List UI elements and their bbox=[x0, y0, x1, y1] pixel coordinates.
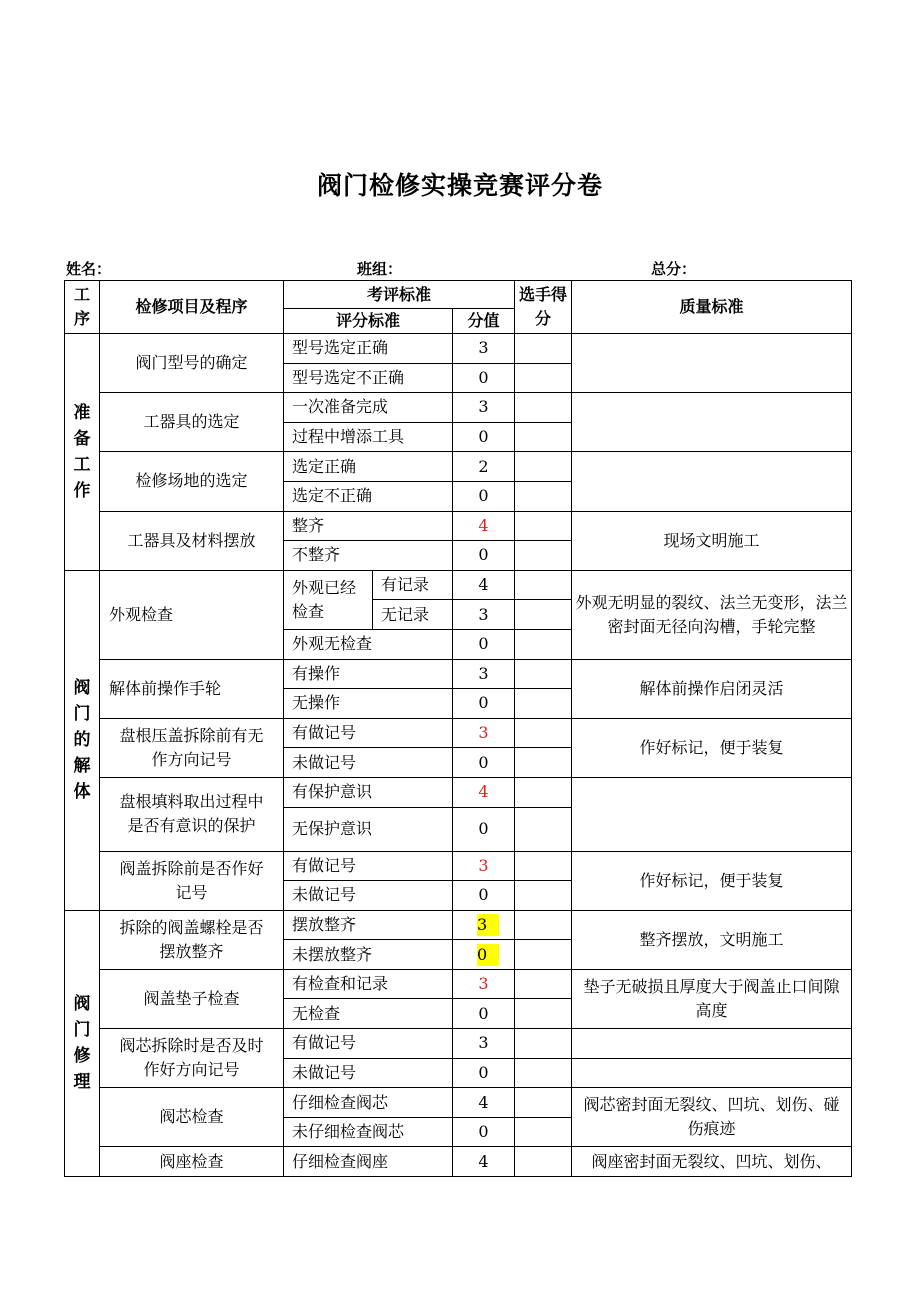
criteria-cell: 有做记号 bbox=[284, 718, 453, 748]
score-cell: 3 bbox=[453, 393, 515, 423]
criteria-cell: 未仔细检查阀芯 bbox=[284, 1117, 453, 1147]
score-cell: 0 bbox=[453, 629, 515, 659]
criteria-cell: 整齐 bbox=[284, 511, 453, 541]
player-score-input[interactable] bbox=[515, 570, 572, 600]
item-cell: 工器具及材料摆放 bbox=[100, 511, 284, 570]
item-cell: 工器具的选定 bbox=[100, 393, 284, 452]
total-label: 总分： bbox=[651, 260, 697, 278]
score-cell: 0 bbox=[453, 541, 515, 571]
quality-cell: 阀芯密封面无裂纹、凹坑、划伤、碰伤痕迹 bbox=[572, 1088, 852, 1147]
criteria-cell: 型号选定不正确 bbox=[284, 363, 453, 393]
group-label: 班组： bbox=[357, 260, 403, 278]
section-repair: 阀门修理 bbox=[65, 910, 100, 1176]
player-score-input[interactable] bbox=[515, 452, 572, 482]
player-score-input[interactable] bbox=[515, 807, 572, 851]
score-table bbox=[64, 280, 852, 1177]
header-player-score: 选手得分 bbox=[515, 281, 572, 334]
quality-cell bbox=[572, 1029, 852, 1059]
header-criteria: 评分标准 bbox=[284, 309, 453, 334]
score-cell: 3 bbox=[453, 718, 515, 748]
quality-cell: 解体前操作启闭灵活 bbox=[572, 659, 852, 718]
criteria-cell: 无操作 bbox=[284, 689, 453, 719]
table-row bbox=[65, 1147, 852, 1177]
highlighted-score: 0 bbox=[477, 944, 499, 966]
item-cell: 阀盖拆除前是否作好记号 bbox=[100, 851, 284, 910]
player-score-input[interactable] bbox=[515, 600, 572, 630]
criteria-cell: 外观无检查 bbox=[284, 629, 453, 659]
name-label: 姓名： bbox=[66, 260, 112, 278]
criteria-cell: 未做记号 bbox=[284, 748, 453, 778]
quality-cell: 现场文明施工 bbox=[572, 511, 852, 570]
player-score-input[interactable] bbox=[515, 881, 572, 911]
criteria-cell: 摆放整齐 bbox=[284, 910, 453, 940]
score-cell: 3 bbox=[453, 851, 515, 881]
table-row bbox=[65, 718, 852, 748]
criteria-cell: 选定正确 bbox=[284, 452, 453, 482]
criteria-cell: 未做记号 bbox=[284, 1058, 453, 1088]
criteria-cell: 有保护意识 bbox=[284, 777, 453, 807]
player-score-input[interactable] bbox=[515, 999, 572, 1029]
item-cell: 阀座检查 bbox=[100, 1147, 284, 1177]
score-cell bbox=[453, 940, 515, 970]
item-cell: 盘根填料取出过程中是否有意识的保护 bbox=[100, 777, 284, 851]
quality-cell: 阀座密封面无裂纹、凹坑、划伤、 bbox=[572, 1147, 852, 1177]
criteria-cell: 一次准备完成 bbox=[284, 393, 453, 423]
criteria-cell: 无检查 bbox=[284, 999, 453, 1029]
player-score-input[interactable] bbox=[515, 777, 572, 807]
score-cell: 3 bbox=[453, 969, 515, 999]
player-score-input[interactable] bbox=[515, 689, 572, 719]
table-row bbox=[65, 851, 852, 881]
item-cell: 阀芯拆除时是否及时作好方向记号 bbox=[100, 1029, 284, 1088]
score-cell: 3 bbox=[453, 1029, 515, 1059]
item-cell: 检修场地的选定 bbox=[100, 452, 284, 511]
player-score-input[interactable] bbox=[515, 718, 572, 748]
item-cell: 拆除的阀盖螺栓是否摆放整齐 bbox=[100, 910, 284, 969]
criteria-cell: 无保护意识 bbox=[284, 807, 453, 851]
score-cell: 0 bbox=[453, 422, 515, 452]
score-cell: 0 bbox=[453, 363, 515, 393]
section-disassembly: 阀门的解体 bbox=[65, 570, 100, 910]
score-cell: 4 bbox=[453, 1088, 515, 1118]
criteria-cell: 无记录 bbox=[373, 600, 453, 630]
quality-cell bbox=[572, 452, 852, 511]
score-cell: 4 bbox=[453, 570, 515, 600]
quality-cell: 垫子无破损且厚度大于阀盖止口间隙高度 bbox=[572, 969, 852, 1028]
player-score-input[interactable] bbox=[515, 1147, 572, 1177]
quality-cell-empty bbox=[572, 1058, 852, 1088]
header-row-1 bbox=[65, 281, 852, 309]
score-cell: 0 bbox=[453, 748, 515, 778]
table-row bbox=[65, 570, 852, 600]
score-cell: 0 bbox=[453, 1058, 515, 1088]
player-score-input[interactable] bbox=[515, 629, 572, 659]
player-score-input[interactable] bbox=[515, 940, 572, 970]
player-score-input[interactable] bbox=[515, 393, 572, 423]
table-row bbox=[65, 393, 852, 423]
player-score-input[interactable] bbox=[515, 748, 572, 778]
score-cell: 0 bbox=[453, 689, 515, 719]
score-cell: 0 bbox=[453, 881, 515, 911]
table-row bbox=[65, 452, 852, 482]
criteria-cell: 未做记号 bbox=[284, 881, 453, 911]
criteria-cell: 有做记号 bbox=[284, 1029, 453, 1059]
player-score-input[interactable] bbox=[515, 334, 572, 364]
table-row bbox=[65, 1029, 852, 1059]
table-row bbox=[65, 910, 852, 940]
header-score: 分值 bbox=[453, 309, 515, 334]
score-cell: 4 bbox=[453, 1147, 515, 1177]
score-cell: 3 bbox=[453, 600, 515, 630]
item-cell: 阀门型号的确定 bbox=[100, 334, 284, 393]
criteria-cell: 仔细检查阀芯 bbox=[284, 1088, 453, 1118]
player-score-input[interactable] bbox=[515, 363, 572, 393]
quality-cell: 整齐摆放，文明施工 bbox=[572, 910, 852, 969]
score-cell: 0 bbox=[453, 1117, 515, 1147]
header-quality: 质量标准 bbox=[572, 281, 852, 334]
score-cell: 3 bbox=[453, 659, 515, 689]
table-row bbox=[65, 334, 852, 364]
player-score-input[interactable] bbox=[515, 1117, 572, 1147]
header-standard: 考评标准 bbox=[284, 281, 515, 309]
item-cell: 盘根压盖拆除前有无作方向记号 bbox=[100, 718, 284, 777]
criteria-cell: 有操作 bbox=[284, 659, 453, 689]
quality-cell: 作好标记，便于装复 bbox=[572, 851, 852, 910]
score-cell: 4 bbox=[453, 511, 515, 541]
criteria-sub-cell: 外观已经检查 bbox=[284, 570, 373, 629]
table-row bbox=[65, 511, 852, 541]
item-cell: 外观检查 bbox=[100, 570, 284, 659]
table-row bbox=[65, 969, 852, 999]
quality-cell: 作好标记，便于装复 bbox=[572, 718, 852, 777]
criteria-cell: 有记录 bbox=[373, 570, 453, 600]
player-score-input[interactable] bbox=[515, 1029, 572, 1059]
quality-cell bbox=[572, 777, 852, 851]
quality-cell: 外观无明显的裂纹、法兰无变形，法兰密封面无径向沟槽，手轮完整 bbox=[572, 570, 852, 659]
item-cell: 阀芯检查 bbox=[100, 1088, 284, 1147]
criteria-cell: 未摆放整齐 bbox=[284, 940, 453, 970]
score-cell: 2 bbox=[453, 452, 515, 482]
criteria-cell: 有检查和记录 bbox=[284, 969, 453, 999]
score-cell: 0 bbox=[453, 481, 515, 511]
criteria-cell: 选定不正确 bbox=[284, 481, 453, 511]
player-score-input[interactable] bbox=[515, 659, 572, 689]
header-process: 工序 bbox=[65, 281, 100, 334]
quality-cell bbox=[572, 393, 852, 452]
player-score-input[interactable] bbox=[515, 511, 572, 541]
item-cell: 阀盖垫子检查 bbox=[100, 969, 284, 1028]
player-score-input[interactable] bbox=[515, 541, 572, 571]
score-cell: 0 bbox=[453, 807, 515, 851]
criteria-cell: 有做记号 bbox=[284, 851, 453, 881]
item-cell: 解体前操作手轮 bbox=[100, 659, 284, 718]
player-score-input[interactable] bbox=[515, 851, 572, 881]
score-cell: 4 bbox=[453, 777, 515, 807]
score-cell bbox=[453, 910, 515, 940]
criteria-cell: 不整齐 bbox=[284, 541, 453, 571]
score-cell: 3 bbox=[453, 334, 515, 364]
highlighted-score: 3 bbox=[477, 914, 499, 936]
quality-cell bbox=[572, 334, 852, 393]
table-row bbox=[65, 659, 852, 689]
criteria-cell: 仔细检查阀座 bbox=[284, 1147, 453, 1177]
score-cell: 0 bbox=[453, 999, 515, 1029]
player-score-input[interactable] bbox=[515, 481, 572, 511]
player-score-input[interactable] bbox=[515, 422, 572, 452]
player-score-input[interactable] bbox=[515, 969, 572, 999]
table-row bbox=[65, 1088, 852, 1118]
criteria-cell: 型号选定正确 bbox=[284, 334, 453, 364]
page-title: 阀门检修实操竞赛评分卷 bbox=[316, 171, 603, 200]
player-score-input[interactable] bbox=[515, 1058, 572, 1088]
criteria-cell: 过程中增添工具 bbox=[284, 422, 453, 452]
player-score-input[interactable] bbox=[515, 1088, 572, 1118]
header-item: 检修项目及程序 bbox=[100, 281, 284, 334]
table-row bbox=[65, 777, 852, 807]
section-prep: 准备工作 bbox=[65, 334, 100, 571]
player-score-input[interactable] bbox=[515, 910, 572, 940]
